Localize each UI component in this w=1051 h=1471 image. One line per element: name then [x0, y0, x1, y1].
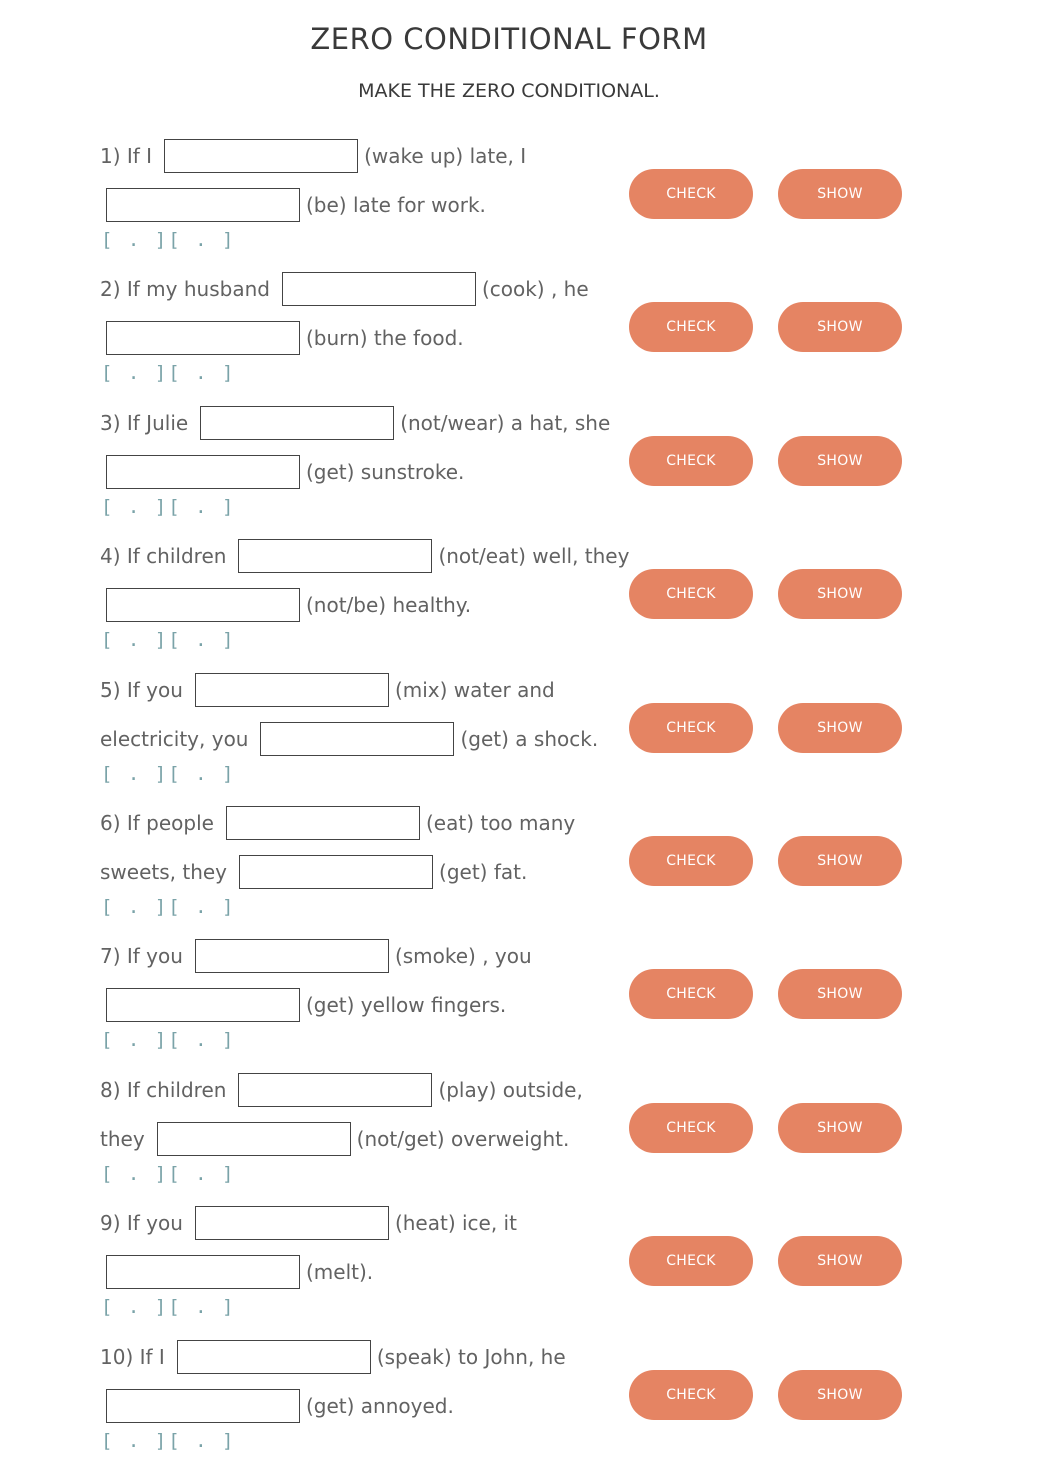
- show-answer-button[interactable]: SHOW: [778, 1236, 902, 1286]
- answer-input-1[interactable]: [282, 272, 476, 306]
- feedback-indicator: [ . ][ . ]: [101, 1429, 236, 1452]
- sentence-line-2: [100, 853, 527, 891]
- exercise-item: [0, 937, 1051, 1070]
- verb-hint: (get) yellow fingers.: [306, 993, 507, 1018]
- verb-hint: (melt).: [306, 1260, 374, 1285]
- check-button[interactable]: CHECK: [629, 836, 753, 886]
- verb-hint: (cook) , he: [481, 277, 589, 302]
- exercise-item: [0, 1204, 1051, 1337]
- exercise-item: [0, 270, 1051, 403]
- page-title: ZERO CONDITIONAL FORM: [310, 22, 708, 56]
- sentence-text-start: 7) If you: [100, 944, 183, 969]
- verb-hint: (not/eat) well, they: [438, 544, 630, 569]
- sentence-line-1: [100, 1204, 517, 1242]
- verb-hint: (get) fat.: [439, 860, 528, 884]
- show-answer-button[interactable]: SHOW: [778, 436, 902, 486]
- verb-hint: (play) outside,: [438, 1077, 583, 1102]
- answer-input-2[interactable]: [106, 988, 300, 1022]
- answer-input-2[interactable]: [106, 188, 300, 222]
- show-answer-button[interactable]: SHOW: [778, 569, 902, 619]
- feedback-indicator: [ . ][ . ]: [101, 896, 236, 918]
- check-button[interactable]: CHECK: [629, 436, 753, 486]
- exercise-item: [0, 671, 1051, 804]
- verb-hint: (not/get) overweight.: [356, 1126, 570, 1151]
- exercise-item: [0, 804, 1051, 937]
- answer-input-1[interactable]: [238, 1073, 432, 1107]
- sentence-line-1: [100, 804, 575, 842]
- verb-hint: (mix) water and: [394, 677, 555, 702]
- show-answer-button[interactable]: SHOW: [778, 1103, 902, 1153]
- feedback-indicator: [ . ][ . ]: [101, 1029, 236, 1052]
- verb-hint: (get) annoyed.: [306, 1393, 454, 1418]
- sentence-line-2: [106, 586, 471, 624]
- answer-input-1[interactable]: [195, 939, 389, 973]
- check-button[interactable]: CHECK: [629, 302, 753, 352]
- show-answer-button[interactable]: SHOW: [778, 302, 902, 352]
- sentence-line-1: [100, 671, 555, 709]
- sentence-text-start: 6) If people: [100, 811, 214, 835]
- verb-hint: (burn) the food.: [306, 326, 464, 351]
- answer-input-2[interactable]: [260, 722, 454, 756]
- verb-hint: (get) a shock.: [460, 726, 599, 751]
- exercise-item: [0, 1338, 1051, 1471]
- verb-hint: (heat) ice, it: [394, 1211, 517, 1236]
- verb-hint: (smoke) , you: [394, 944, 532, 969]
- sentence-line-2: [106, 319, 464, 357]
- verb-hint: (not/wear) a hat, she: [400, 410, 611, 435]
- sentence-line-1: [100, 1338, 566, 1376]
- sentence-line-2: [106, 453, 464, 491]
- sentence-text-start: 4) If children: [100, 544, 227, 569]
- answer-input-2[interactable]: [157, 1122, 351, 1156]
- feedback-indicator: [ . ][ . ]: [101, 1296, 236, 1319]
- sentence-text-start: 1) If I: [100, 144, 153, 168]
- check-button[interactable]: CHECK: [629, 169, 753, 219]
- verb-hint: (eat) too many: [425, 811, 576, 835]
- sentence-text-start: 8) If children: [100, 1077, 227, 1102]
- exercise-item: [0, 404, 1051, 537]
- answer-input-1[interactable]: [177, 1340, 371, 1374]
- sentence-line-1: [100, 137, 526, 175]
- sentence-line-1: [100, 1071, 583, 1109]
- sentence-text-start: sweets, they: [100, 860, 228, 884]
- feedback-indicator: [ . ][ . ]: [101, 229, 236, 251]
- sentence-line-1: [100, 404, 610, 442]
- answer-input-2[interactable]: [106, 321, 300, 355]
- answer-input-1[interactable]: [200, 406, 394, 440]
- sentence-text-start: electricity, you: [100, 726, 249, 751]
- sentence-text-start: 2) If my husband: [100, 277, 270, 302]
- sentence-line-1: [100, 937, 532, 975]
- instructions: MAKE THE ZERO CONDITIONAL.: [358, 80, 660, 102]
- sentence-text-start: 10) If I: [100, 1344, 165, 1369]
- sentence-line-2: [106, 1253, 373, 1291]
- sentence-text-start: 5) If you: [100, 677, 183, 702]
- check-button[interactable]: CHECK: [629, 969, 753, 1019]
- answer-input-2[interactable]: [106, 455, 300, 489]
- exercise-item: [0, 1071, 1051, 1204]
- answer-input-2[interactable]: [106, 1389, 300, 1423]
- answer-input-1[interactable]: [164, 139, 358, 173]
- verb-hint: (wake up) late, I: [364, 144, 527, 168]
- answer-input-2[interactable]: [106, 588, 300, 622]
- answer-input-2[interactable]: [106, 1255, 300, 1289]
- show-answer-button[interactable]: SHOW: [778, 836, 902, 886]
- show-answer-button[interactable]: SHOW: [778, 969, 902, 1019]
- show-answer-button[interactable]: SHOW: [778, 169, 902, 219]
- sentence-line-1: [100, 270, 589, 308]
- show-answer-button[interactable]: SHOW: [778, 703, 902, 753]
- feedback-indicator: [ . ][ . ]: [101, 362, 236, 385]
- exercise-item: [0, 137, 1051, 270]
- answer-input-1[interactable]: [195, 673, 389, 707]
- answer-input-1[interactable]: [226, 806, 420, 840]
- answer-input-1[interactable]: [195, 1206, 389, 1240]
- feedback-indicator: [ . ][ . ]: [101, 1162, 236, 1185]
- feedback-indicator: [ . ][ . ]: [101, 762, 236, 785]
- feedback-indicator: [ . ][ . ]: [101, 629, 236, 652]
- sentence-line-2: [106, 1387, 454, 1425]
- check-button[interactable]: CHECK: [629, 1103, 753, 1153]
- sentence-line-1: [100, 537, 629, 575]
- check-button[interactable]: CHECK: [629, 1236, 753, 1286]
- sentence-text-start: 9) If you: [100, 1211, 183, 1236]
- verb-hint: (speak) to John, he: [376, 1344, 566, 1369]
- check-button[interactable]: CHECK: [629, 569, 753, 619]
- sentence-line-2: [106, 986, 506, 1024]
- check-button[interactable]: CHECK: [629, 1370, 753, 1420]
- exercise-item: [0, 537, 1051, 670]
- verb-hint: (not/be) healthy.: [306, 593, 472, 618]
- verb-hint: (be) late for work.: [306, 193, 486, 217]
- sentence-line-2: [100, 720, 598, 758]
- answer-input-1[interactable]: [238, 539, 432, 573]
- sentence-text-start: they: [100, 1126, 145, 1151]
- sentence-text-start: 3) If Julie: [100, 410, 189, 435]
- verb-hint: (get) sunstroke.: [306, 459, 465, 484]
- answer-input-2[interactable]: [239, 855, 433, 889]
- sentence-line-2: [100, 1120, 569, 1158]
- sentence-line-2: [106, 186, 486, 224]
- show-answer-button[interactable]: SHOW: [778, 1370, 902, 1420]
- check-button[interactable]: CHECK: [629, 703, 753, 753]
- feedback-indicator: [ . ][ . ]: [101, 495, 236, 518]
